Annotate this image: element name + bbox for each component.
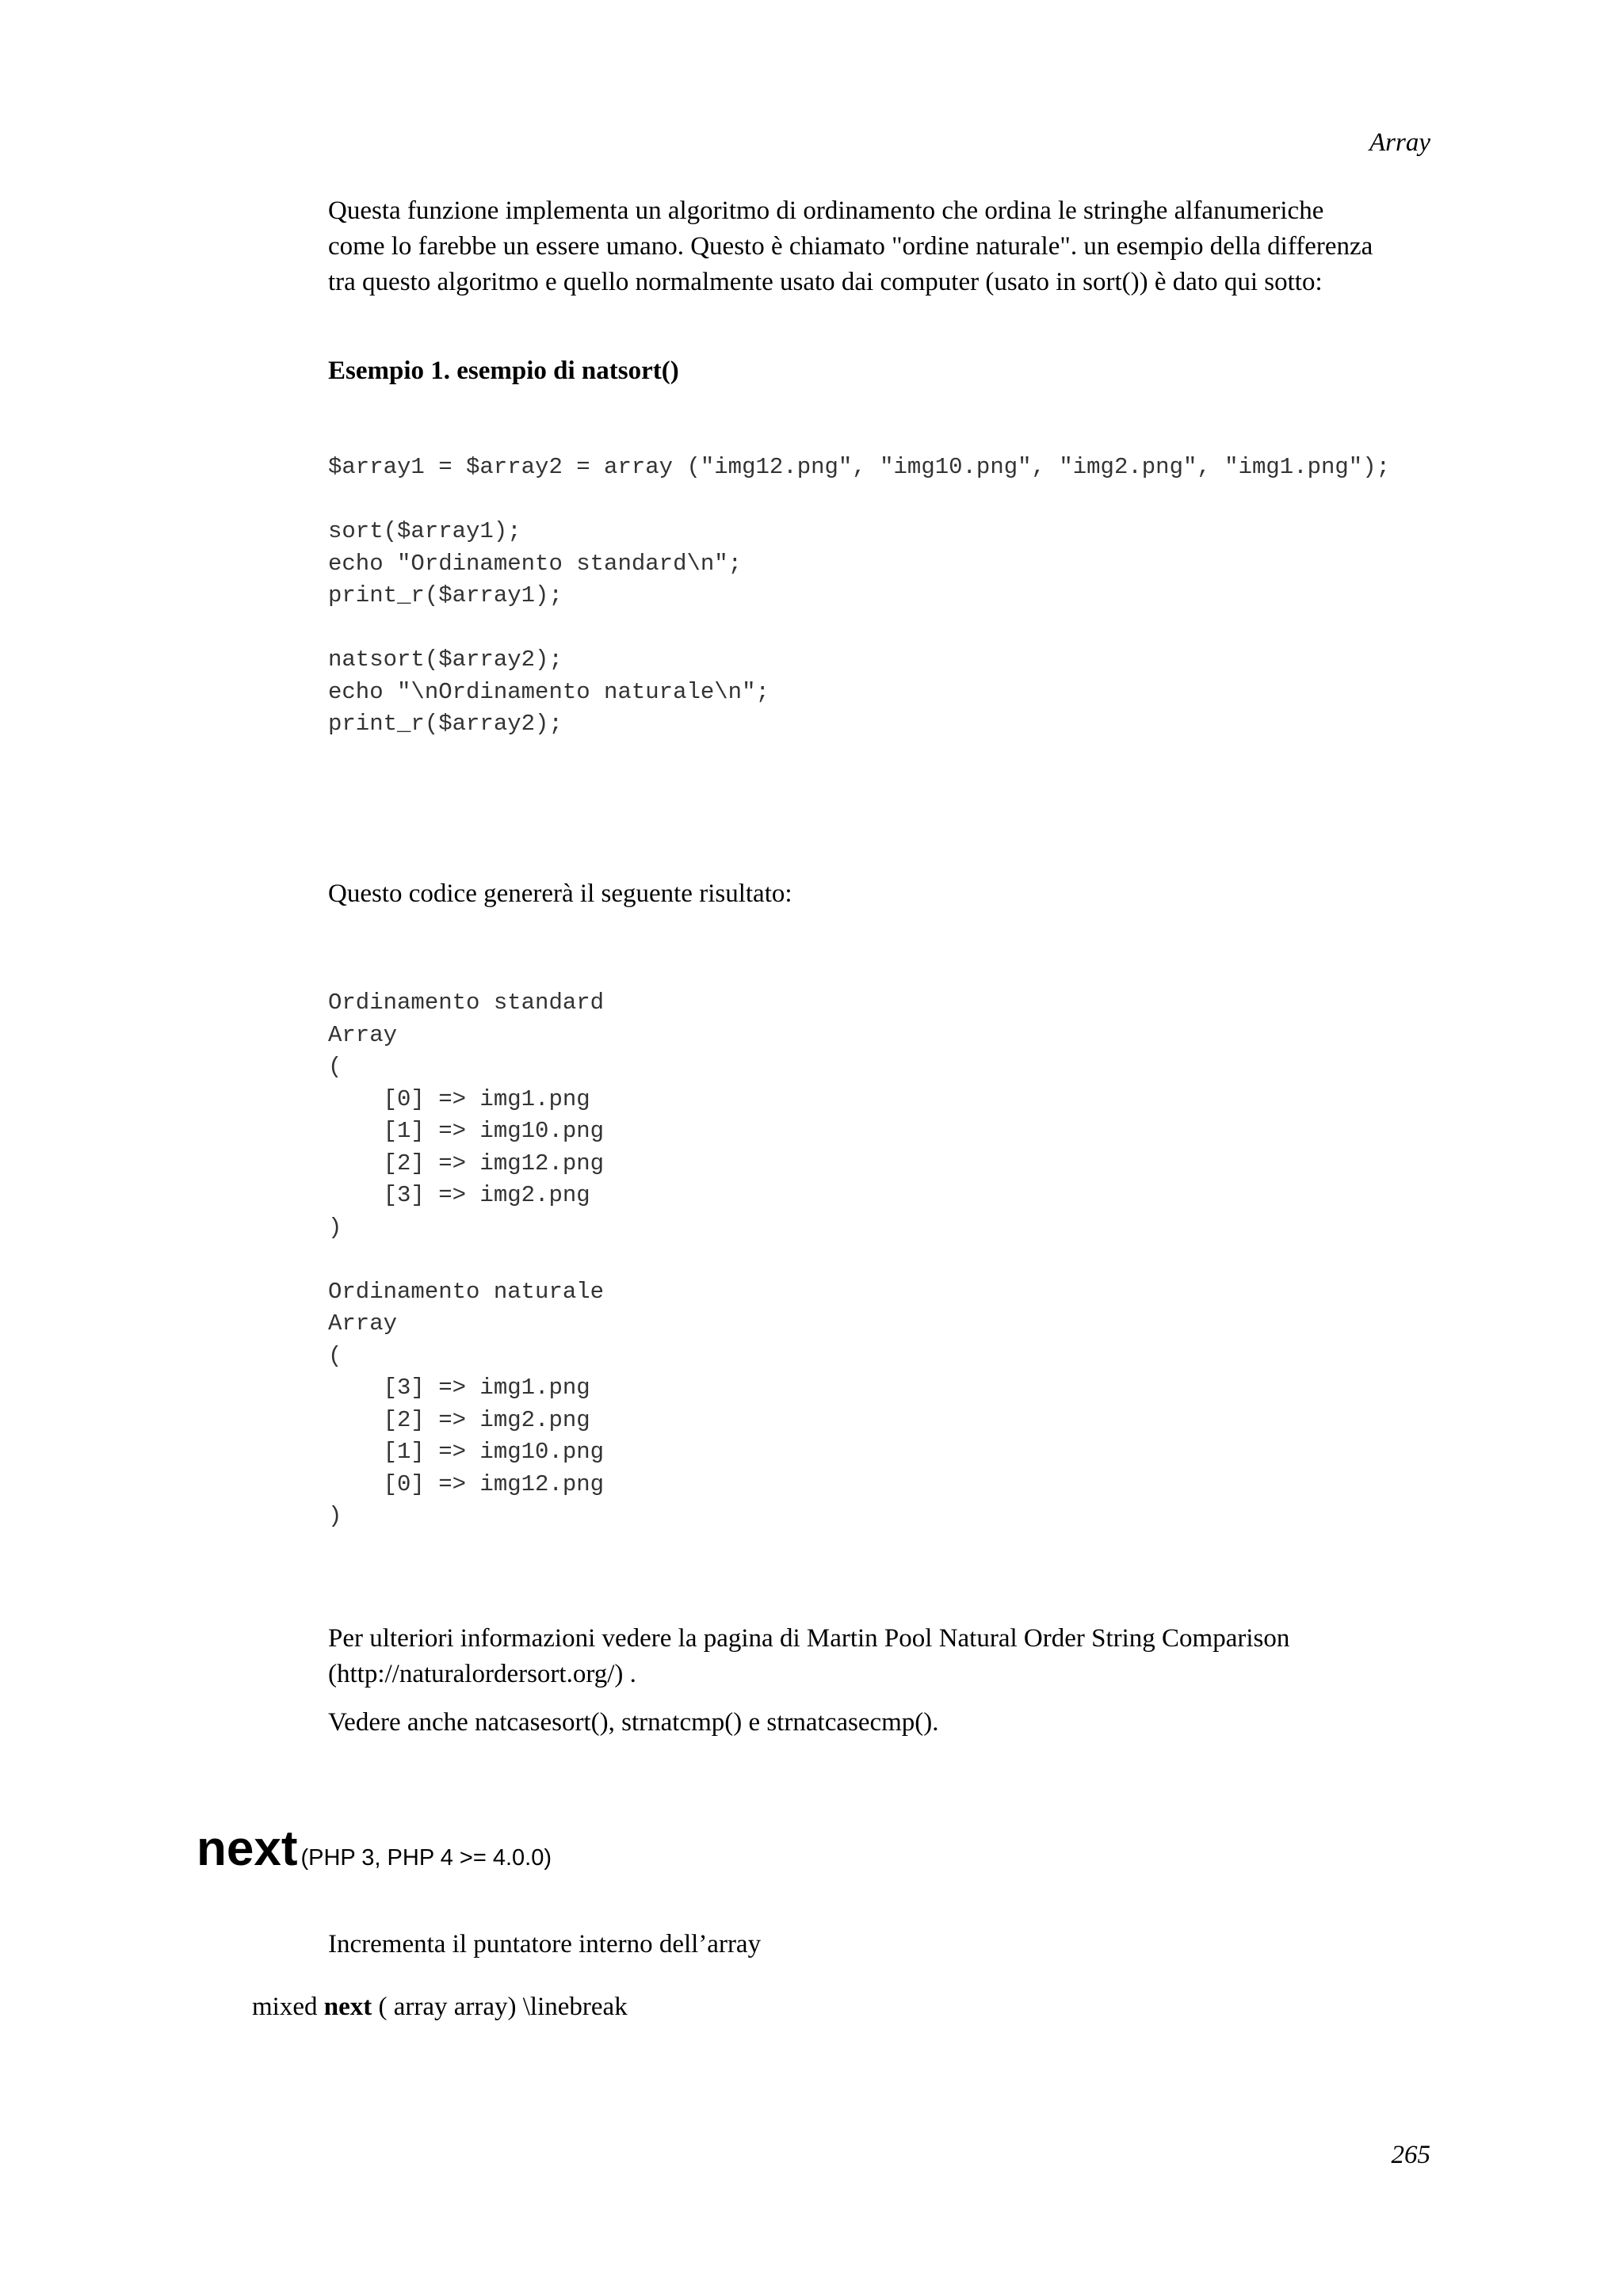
function-heading: [197, 1821, 552, 1877]
example-code-block: $array1 = $array2 = array ("img12.png", "img10.png", "img2.png", "img1.png"); sort($array1); echo "Ordinamento standard\n"; print_r($array1); natsort($array2); echo "\nOrdinamento naturale\n"; print_r($array2);: [328, 454, 1391, 737]
function-synopsis: [252, 1993, 628, 2022]
result-output-block: Ordinamento standard Array ( [0] => img1.png [1] => img10.png [2] => img12.png [3] => img2.png ) Ordinamento naturale Array ( [3] => img1.png [2] => img2.png [1] => img10.png [0] => img12.png ): [328, 990, 605, 1529]
result-intro: Questo codice genererà il seguente risultato:: [328, 879, 792, 908]
synopsis-return-type: mixed: [252, 1993, 318, 2021]
more-info-paragraph: [328, 1621, 1453, 1692]
intro-line-3: tra questo algoritmo e quello normalmente usato dai computer (usato in sort()) è dato qui sotto:: [328, 268, 1323, 296]
synopsis-function-name: next: [323, 1993, 372, 2021]
page-number: 265: [1391, 2141, 1430, 2169]
example-title: Esempio 1. esempio di natsort(): [328, 357, 679, 385]
intro-line-1: Questa funzione implementa un algoritmo di ordinamento che ordina le stringhe alfanumeriche: [328, 196, 1324, 225]
intro-paragraph: [328, 193, 1453, 300]
see-also-paragraph: Vedere anche natcasesort(), strnatcmp() e strnatcasecmp().: [328, 1708, 939, 1737]
more-info-line-2: (http://naturalordersort.org/) .: [328, 1660, 636, 1688]
running-head: Array: [1369, 128, 1430, 157]
function-description: Incrementa il puntatore interno dell’array: [328, 1930, 762, 1958]
more-info-line-1: Per ulteriori informazioni vedere la pagina di Martin Pool Natural Order String Comparison: [328, 1624, 1290, 1653]
intro-line-2: come lo farebbe un essere umano. Questo è chiamato "ordine naturale". un esempio della differenza: [328, 232, 1373, 261]
function-version: (PHP 3, PHP 4 >= 4.0.0): [300, 1845, 552, 1871]
synopsis-params: ( array array) \linebreak: [378, 1993, 628, 2021]
function-name: next: [197, 1821, 298, 1876]
